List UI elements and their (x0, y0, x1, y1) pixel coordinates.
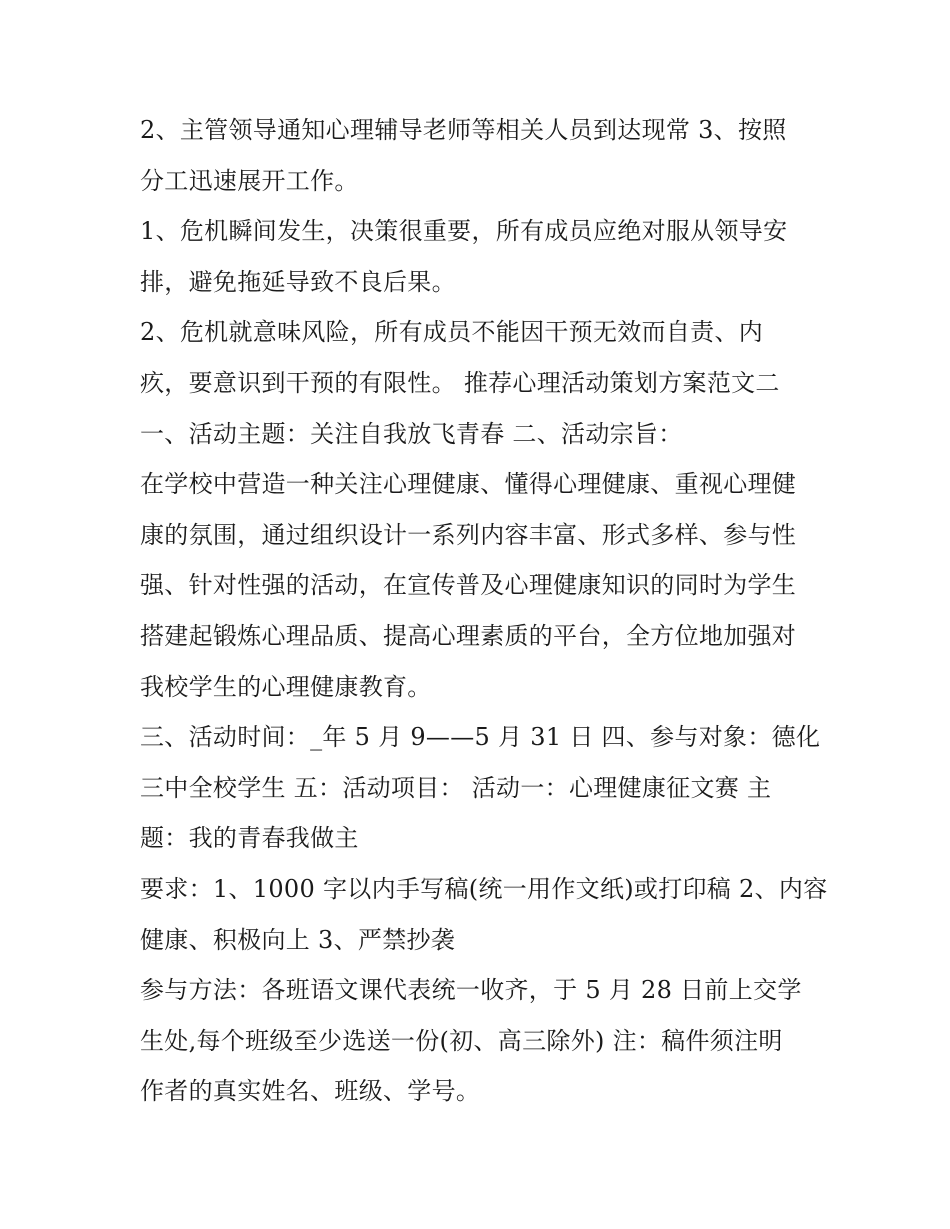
document-body (140, 105, 828, 1117)
text-line-13: 三、活动时间：_年 5 月 9——5 月 31 日 四、参与对象：德化 (140, 723, 821, 752)
text-line-11: 搭建起锻炼心理品质、提高心理素质的平台，全方位地加强对 (140, 621, 797, 650)
text-line-2: 分工迅速展开工作。 (140, 166, 359, 195)
text-line-1: 2、主管领导通知心理辅导老师等相关人员到达现常 3、按照 (140, 116, 787, 144)
text-line-5: 2、危机就意味风险，所有成员不能因干预无效而自责、内 (140, 318, 764, 347)
text-line-18: 参与方法：各班语文课代表统一收齐，于 5 月 28 日前上交学 (140, 976, 802, 1005)
text-line-14: 三中全校学生 五：活动项目： 活动一：心理健康征文赛 主 (140, 773, 772, 802)
text-line-9: 康的氛围，通过组织设计一系列内容丰富、形式多样、参与性 (140, 520, 797, 549)
text-line-12: 我校学生的心理健康教育。 (140, 672, 432, 701)
text-line-10: 强、针对性强的活动，在宣传普及心理健康知识的同时为学生 (140, 571, 797, 600)
text-line-8: 在学校中营造一种关注心理健康、懂得心理健康、重视心理健 (140, 470, 797, 499)
text-line-7: 一、活动主题：关注自我放飞青春 二、活动宗旨： (140, 419, 683, 448)
text-line-19: 生处,每个班级至少选送一份(初、高三除外) 注：稿件须注明 (140, 1026, 783, 1055)
text-line-3: 1、危机瞬间发生，决策很重要，所有成员应绝对服从领导安 (140, 217, 788, 246)
text-line-17: 健康、积极向上 3、严禁抄袭 (140, 925, 456, 954)
text-line-20: 作者的真实姓名、班级、学号。 (140, 1077, 481, 1106)
text-line-4: 排，避免拖延导致不良后果。 (140, 267, 456, 296)
text-line-16: 要求：1、1000 字以内手写稿(统一用作文纸)或打印稿 2、内容 (140, 874, 828, 903)
text-line-15: 题：我的青春我做主 (140, 824, 359, 853)
text-line-6: 疚，要意识到干预的有限性。 推荐心理活动策划方案范文二 (140, 368, 780, 397)
